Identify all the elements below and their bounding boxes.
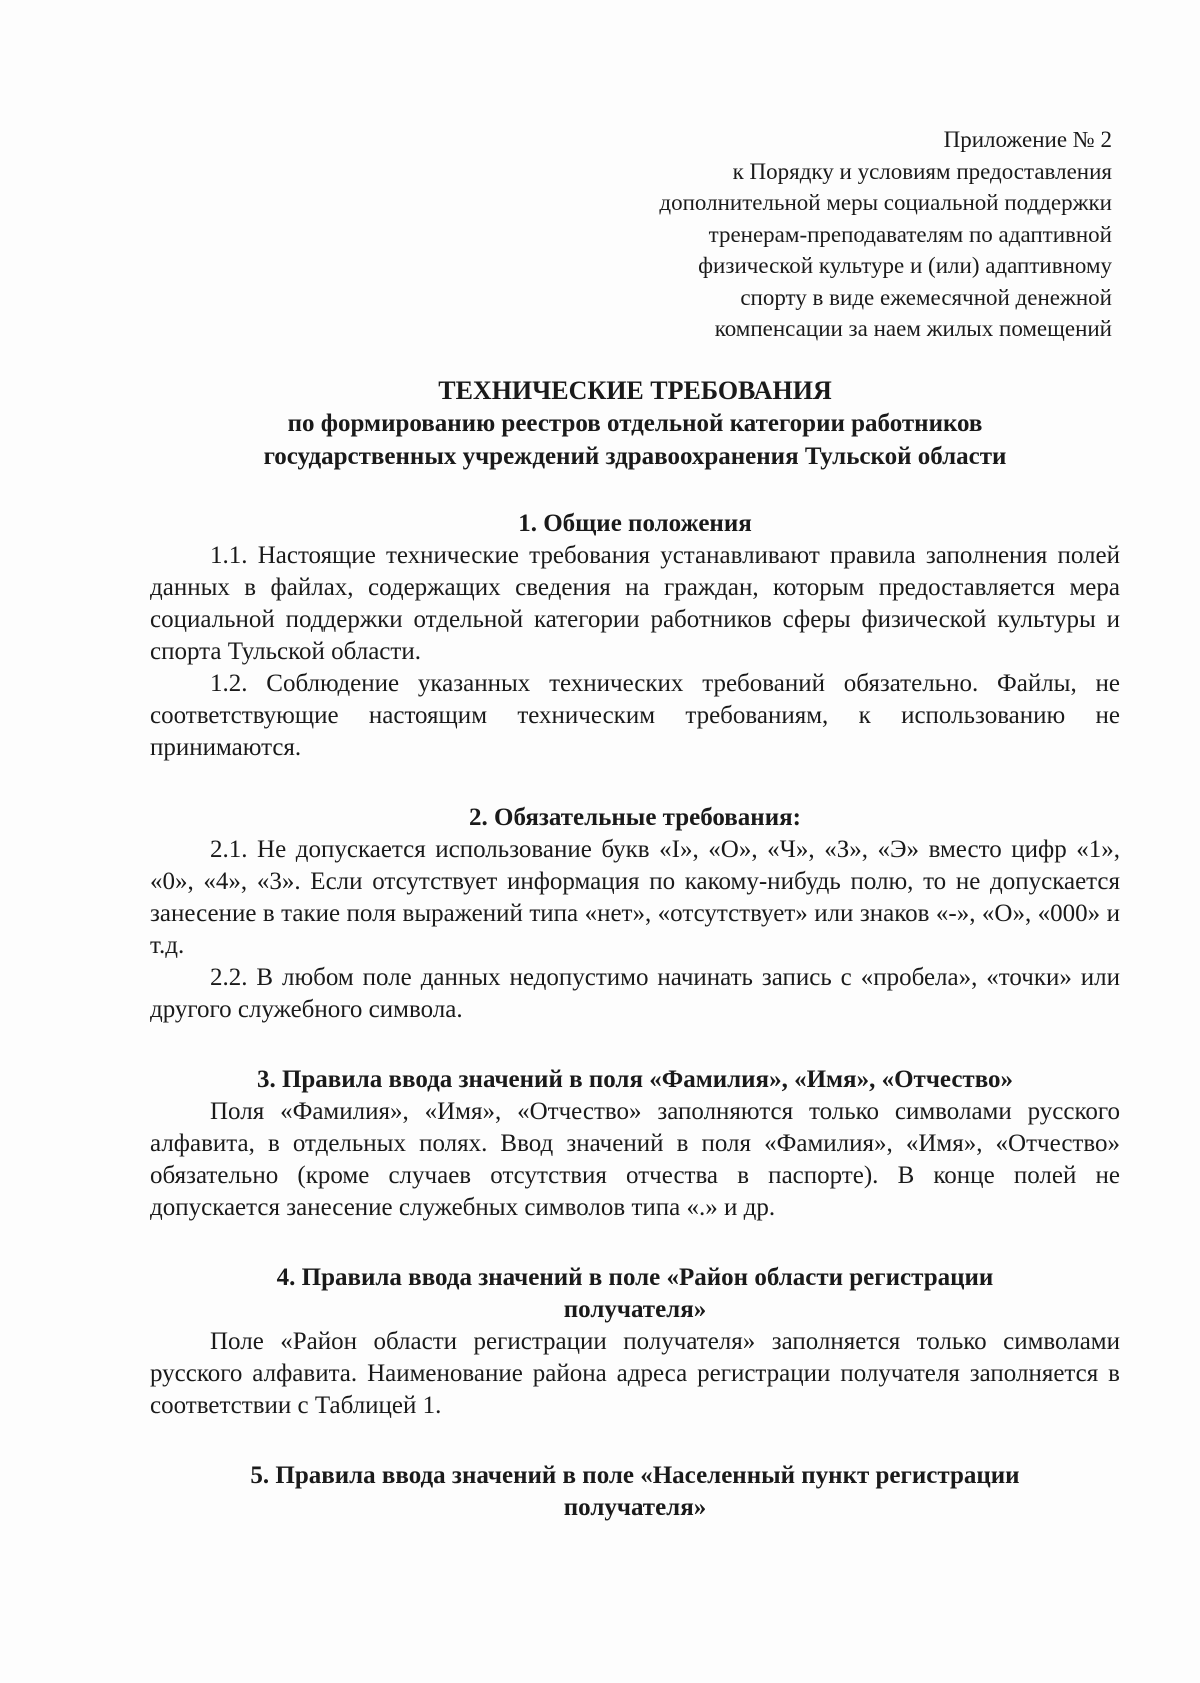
paragraph: 2.2. В любом поле данных недопустимо начинать запись с «пробела», «точки» или другого служебного символа. — [150, 964, 1120, 1023]
document-title — [150, 374, 1120, 473]
spacer — [150, 1422, 1120, 1460]
annex-line: спорту в виде ежемесячной денежной — [740, 284, 1112, 310]
spacer — [150, 764, 1120, 802]
section-5 — [150, 1460, 1120, 1524]
paragraph: Поле «Район области регистрации получателя» заполняется только символами русского алфавита. Наименование района адреса регистрации получателя заполняется в соответствии с Таблицей 1. — [150, 1328, 1120, 1419]
paragraph: Поля «Фамилия», «Имя», «Отчество» заполняются только символами русского алфавита, в отдельных полях. Ввод значений в поля «Фамилия», «Имя», «Отчество» обязательно (кроме случаев отсутствия отчества в паспорте). В конце полей не допускается занесение служебных символов типа «.» и др. — [150, 1098, 1120, 1221]
section-4 — [150, 1262, 1120, 1422]
paragraph: 2.1. Не допускается использование букв «I», «О», «Ч», «З», «Э» вместо цифр «1», «0», «4», «3». Если отсутствует информация по какому-нибудь полю, то не допускается занесение в такие поля выражений типа «нет», «отсутствует» или знаков «-», «О», «000» и т.д. — [150, 836, 1120, 959]
section-1 — [150, 508, 1120, 764]
title-main: ТЕХНИЧЕСКИЕ ТРЕБОВАНИЯ — [438, 376, 832, 405]
annex-line: физической культуре и (или) адаптивному — [698, 253, 1112, 278]
paragraph: 1.1. Настоящие технические требования устанавливают правила заполнения полей данных в файлах, содержащих сведения на граждан, которым предоставляется мера социальной поддержки отдельной категории работников сферы физической культуры и спорта Тульской области. — [150, 542, 1120, 665]
section-heading-continued: получателя» — [563, 1494, 707, 1521]
annex-header — [552, 124, 1112, 345]
title-subtitle-line: по формированию реестров отдельной категории работников — [287, 410, 983, 437]
section-heading: 1. Общие положения — [518, 510, 752, 537]
section-2 — [150, 802, 1120, 1026]
annex-line: тренерам-преподавателям по адаптивной — [708, 221, 1112, 247]
section-heading-continued: получателя» — [563, 1296, 707, 1323]
spacer — [150, 1224, 1120, 1262]
title-subtitle-line: государственных учреждений здравоохранения Тульской области — [263, 443, 1007, 470]
spacer — [150, 1026, 1120, 1064]
document-body — [150, 508, 1120, 1524]
annex-line: компенсации за наем жилых помещений — [714, 316, 1112, 341]
paragraph: 1.2. Соблюдение указанных технических требований обязательно. Файлы, не соответствующие настоящим техническим требованиям, к использованию не принимаются. — [150, 670, 1120, 761]
section-heading: 4. Правила ввода значений в поле «Район области регистрации — [276, 1264, 994, 1291]
section-heading: 5. Правила ввода значений в поле «Населенный пункт регистрации — [250, 1462, 1020, 1489]
annex-line: дополнительной меры социальной поддержки — [659, 190, 1112, 215]
section-heading: 3. Правила ввода значений в поля «Фамилия», «Имя», «Отчество» — [256, 1066, 1014, 1093]
section-3 — [150, 1064, 1120, 1224]
section-heading: 2. Обязательные требования: — [469, 804, 801, 831]
annex-line: Приложение № 2 — [943, 127, 1112, 152]
annex-line: к Порядку и условиям предоставления — [732, 158, 1112, 184]
